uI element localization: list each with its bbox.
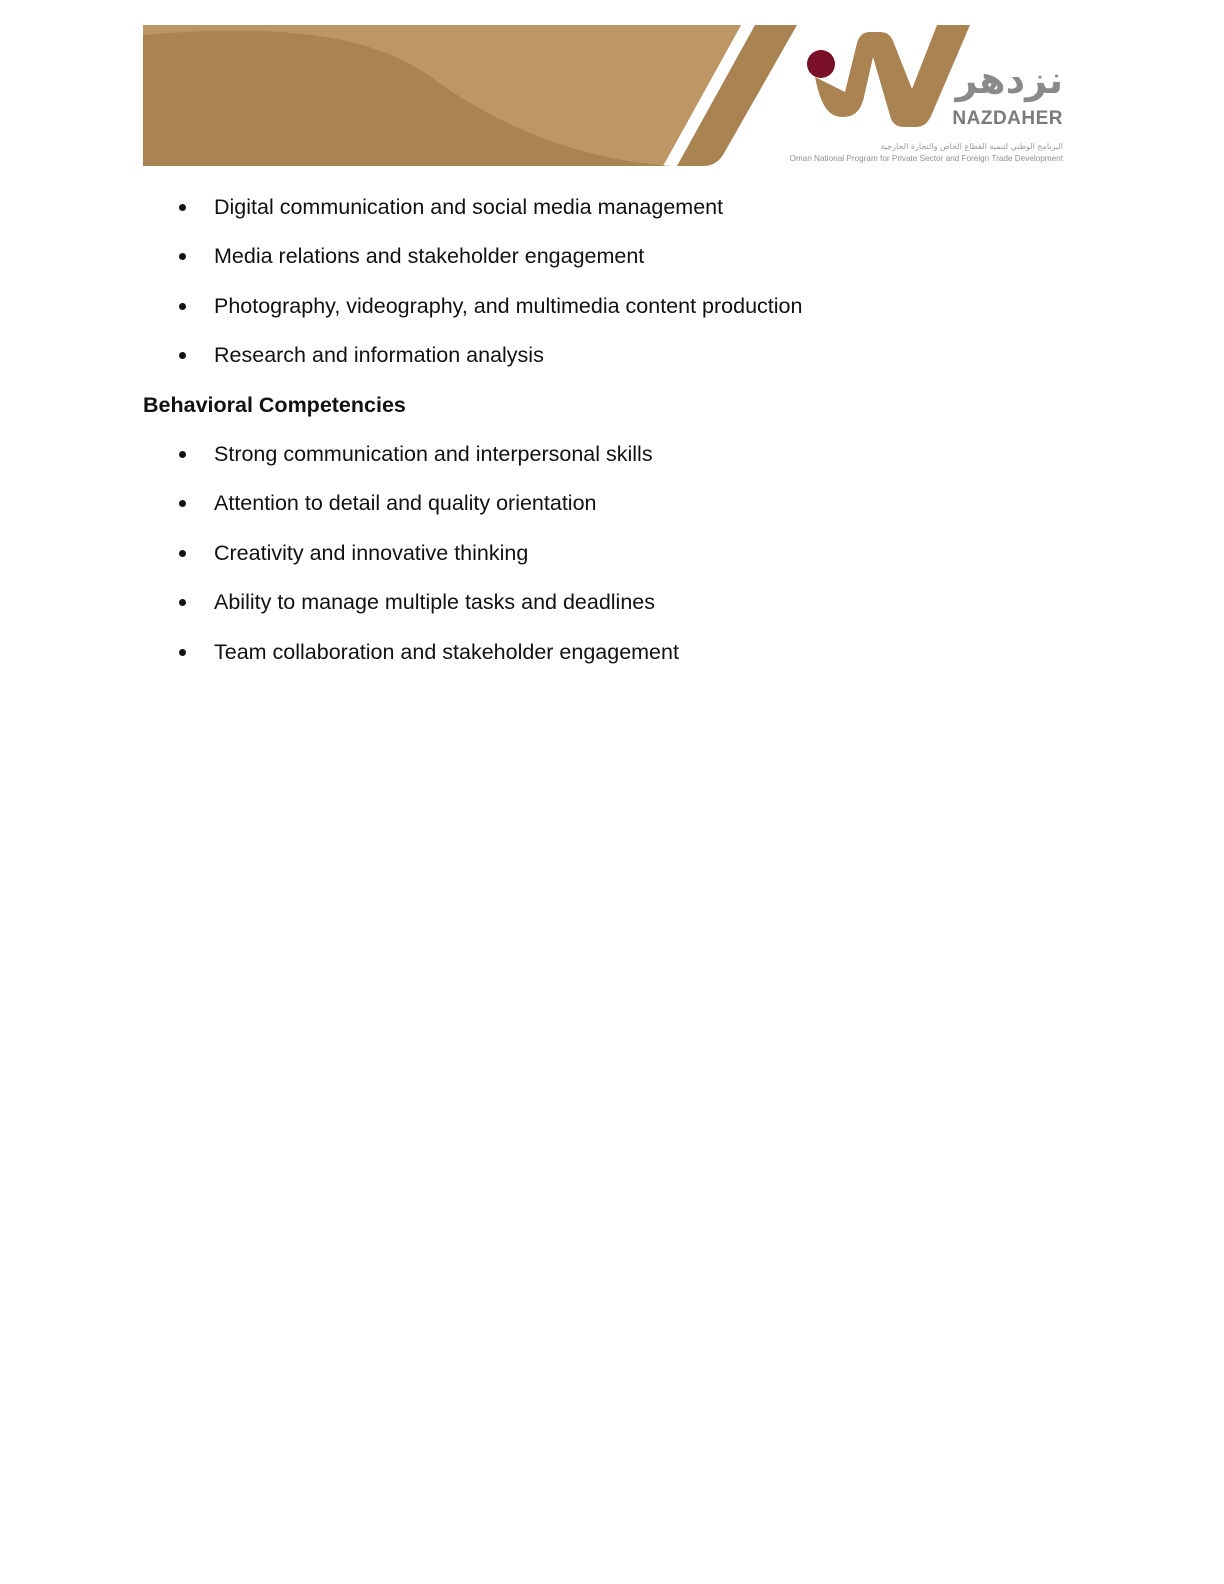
list-item xyxy=(143,237,1063,286)
list-item-text: Strong communication and interpersonal skills xyxy=(214,441,653,466)
logo-dot xyxy=(807,50,835,78)
list-item-text: Creativity and innovative thinking xyxy=(214,540,529,565)
bullet-icon xyxy=(179,352,186,359)
technical-competencies-list xyxy=(143,188,1063,386)
behavioral-competencies-list xyxy=(143,435,1063,682)
bullet-icon xyxy=(179,204,186,211)
list-item-text: Team collaboration and stakeholder engagement xyxy=(214,639,679,664)
logo-latin-name: NAZDAHER xyxy=(952,108,1063,129)
bullet-icon xyxy=(179,550,186,557)
logo-tagline-arabic: البرنامج الوطني لتنمية القطاع الخاص والتجارة الخارجية xyxy=(880,142,1063,151)
bullet-icon xyxy=(179,303,186,310)
behavioral-competencies-heading: Behavioral Competencies xyxy=(143,392,406,417)
header-banner xyxy=(143,25,803,166)
list-item xyxy=(143,188,1063,237)
list-item-text: Research and information analysis xyxy=(214,343,544,368)
document-body xyxy=(143,188,1063,682)
bullet-icon xyxy=(179,500,186,507)
logo-arabic-name: نزدهر xyxy=(955,58,1063,102)
list-item-text: Digital communication and social media management xyxy=(214,195,724,219)
page-header xyxy=(143,25,1063,166)
list-item-text: Media relations and stakeholder engagement xyxy=(214,244,645,269)
list-item xyxy=(143,583,1063,632)
list-item-text: Ability to manage multiple tasks and deadlines xyxy=(214,590,656,615)
nazdaher-logo xyxy=(789,25,1063,166)
list-item xyxy=(143,287,1063,336)
list-item xyxy=(143,633,1063,682)
list-item-text: Attention to detail and quality orientation xyxy=(214,491,597,516)
bullet-icon xyxy=(179,253,186,260)
list-item-text: Photography, videography, and multimedia content production xyxy=(214,293,803,318)
list-item xyxy=(143,435,1063,484)
logo-w-shape xyxy=(815,25,970,127)
list-item xyxy=(143,336,1063,385)
list-item xyxy=(143,534,1063,583)
bullet-icon xyxy=(179,649,186,656)
bullet-icon xyxy=(179,451,186,458)
list-item xyxy=(143,484,1063,533)
logo-tagline-english: Oman National Program for Private Sector and Foreign Trade Development xyxy=(789,154,1063,163)
bullet-icon xyxy=(179,599,186,606)
